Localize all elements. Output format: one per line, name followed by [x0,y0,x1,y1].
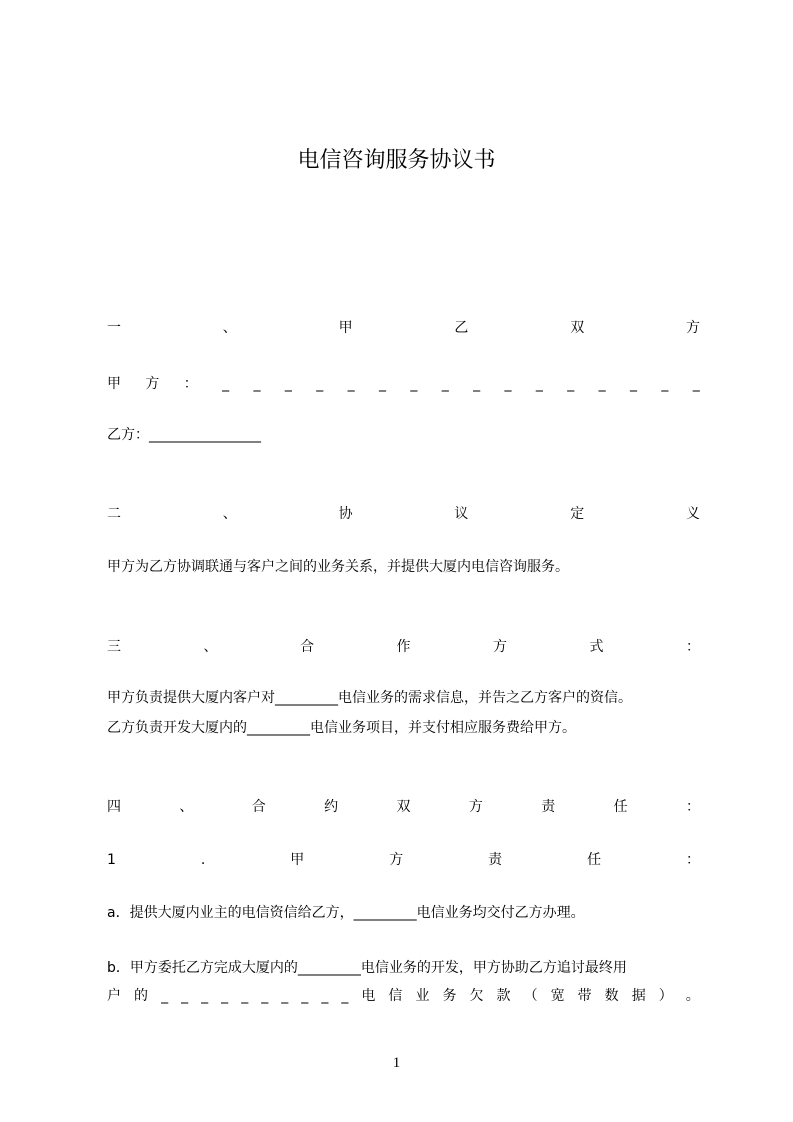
char: _ [567,376,575,392]
char: _ [261,988,269,1004]
char: 甲 [338,320,353,336]
document-title: 电信咨询服务协议书 [297,148,496,173]
party-b-field: 乙方：________________ [107,427,261,443]
char: 宽 [550,988,565,1004]
char: _ [241,988,249,1004]
char: 户 [107,988,121,1004]
char: 。 [685,988,700,1004]
char: 乙 [454,320,469,336]
char: _ [253,376,261,392]
char: 义 [685,506,700,522]
char: 、 [203,639,218,655]
char: 责 [541,799,556,815]
item-a: a．提供大厦内业主的电信资信给乙方，_________电信业务均交付乙方办理。 [107,905,585,921]
char: 的 [134,988,149,1004]
char: 据 [631,988,646,1004]
char: _ [222,376,230,392]
char: 带 [577,988,592,1004]
char: ： [686,639,700,655]
party-a-field [107,374,700,394]
char: 定 [570,506,585,522]
char: _ [281,988,289,1004]
section-1-heading [107,318,700,338]
char: _ [161,988,169,1004]
char: 任 [587,852,602,868]
section-4-heading [107,797,700,817]
char: 信 [388,988,403,1004]
char: 电 [361,988,376,1004]
char: _ [661,376,669,392]
item-b-line-2 [107,986,700,1006]
char: 三 [107,639,121,655]
char: 方 [493,639,507,655]
char: _ [316,376,324,392]
char: _ [341,988,349,1004]
char: 合 [251,799,266,815]
char: 欠 [469,988,484,1004]
page-number: 1 [392,1055,401,1071]
section-2-body: 甲方为乙方协调联通与客户之间的业务关系，并提供大厦内电信咨询服务。 [107,559,569,575]
char: _ [598,376,606,392]
char: ） [658,988,673,1004]
section-4-subheading-1 [107,850,700,870]
section-3-body-line-1: 甲方负责提供大厦内客户对_________电信业务的需求信息，并告之乙方客户的资信。 [107,690,632,706]
section-3-body-line-2: 乙方负责开发大厦内的_________电信业务项目，并支付相应服务费给甲方。 [107,720,576,736]
char: 方 [389,852,404,868]
char: _ [221,988,229,1004]
char: 任 [613,799,628,815]
char: 约 [324,799,339,815]
char: _ [441,376,449,392]
char: 、 [222,320,237,336]
char: 业 [415,988,430,1004]
section-3-heading [107,637,700,657]
char: _ [535,376,543,392]
char: 1 [107,852,116,868]
char: ： [686,852,700,868]
char: _ [284,376,292,392]
char: 款 [496,988,511,1004]
char: _ [504,376,512,392]
char: 作 [396,639,411,655]
char: 责 [488,852,503,868]
char: 数 [604,988,619,1004]
char: （ [523,988,538,1004]
char: 方 [468,799,483,815]
char: 四 [107,799,121,815]
char: _ [347,376,355,392]
char: 双 [570,320,585,336]
char: _ [379,376,386,392]
char: 方 [685,320,700,336]
char: 协 [338,506,353,522]
char: 、 [222,506,237,522]
char: ： [686,799,700,815]
char: 、 [179,799,194,815]
char: _ [473,376,481,392]
char: _ [692,376,700,392]
char: 甲 [290,852,305,868]
char: _ [181,988,189,1004]
char: 双 [396,799,411,815]
char: 合 [300,639,314,655]
char: 议 [454,506,469,522]
char: _ [321,988,329,1004]
char: _ [301,988,309,1004]
char: 一 [107,320,121,336]
char: _ [630,376,637,392]
item-b-line-1: b．甲方委托乙方完成大厦内的_________电信业务的开发，甲方协助乙方追讨最终用 [107,960,627,976]
char: . [200,852,206,868]
section-2-heading [107,504,700,524]
char: 务 [442,988,457,1004]
char: 方 [145,376,160,392]
char: 甲 [107,376,121,392]
char: _ [201,988,209,1004]
char: 二 [107,506,121,522]
char: 式 [589,639,604,655]
char: _ [410,376,418,392]
char: ： [183,376,198,392]
